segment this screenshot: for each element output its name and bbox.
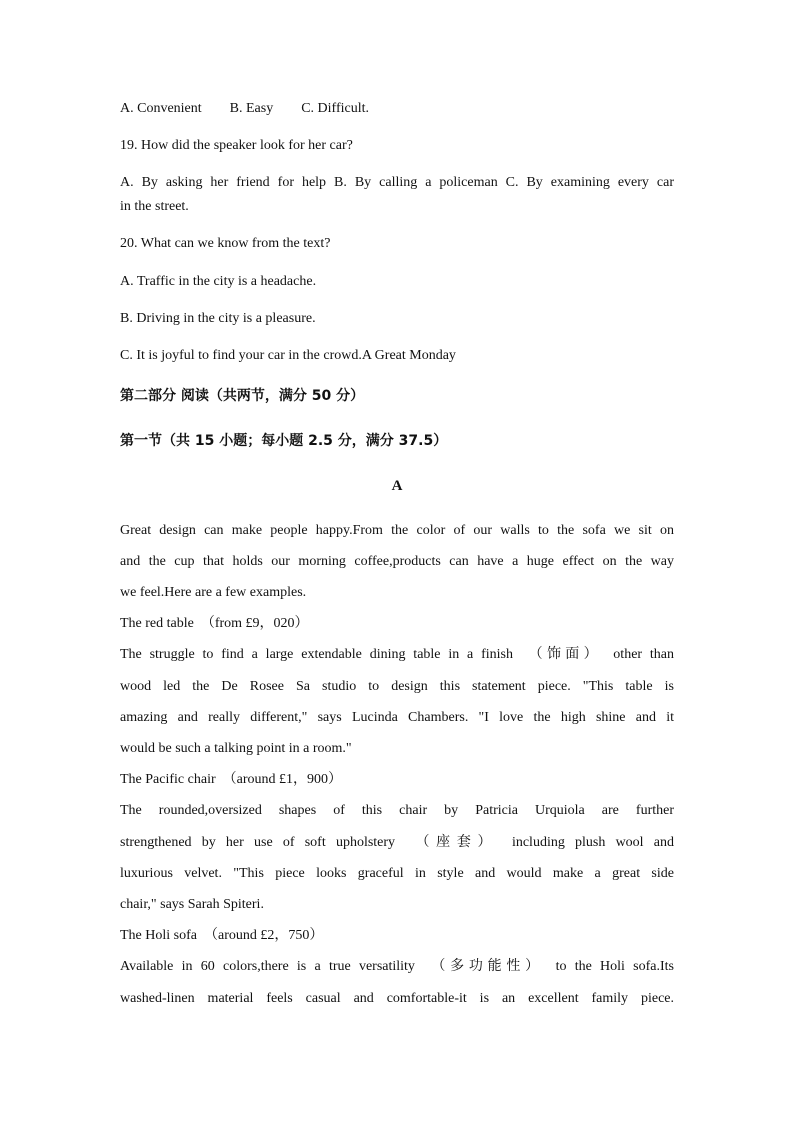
item-heading-pacific-chair: The Pacific chair （around £1，900） [120,772,342,787]
section-heading: 第二部分 阅读（共两节，满分 50 分） [120,388,365,404]
pacific-chair-line3: luxurious velvet. "This piece looks graceful in style and would make a great side [120,866,674,881]
q20-option-c: C. It is joyful to find your car in the crowd.A Great Monday [120,348,456,363]
q20-question: 20. What can we know from the text? [120,236,331,251]
passage-intro-line2: and the cup that holds our morning coffee,products can have a huge effect on the way [120,554,674,569]
pacific-chair-line1: The rounded,oversized shapes of this chair by Patricia Urquiola are further [120,803,674,818]
subsection-heading: 第一节（共 15 小题；每小题 2.5 分，满分 37.5） [120,433,448,449]
item-heading-holi-sofa: The Holi sofa （around £2，750） [120,928,324,943]
q20-option-a: A. Traffic in the city is a headache. [120,274,317,289]
pacific-chair-line4: chair," says Sarah Spiteri. [120,897,264,912]
holi-sofa-line2: washed-linen material feels casual and comfortable-it is an excellent family piece. [120,991,674,1006]
passage-intro-line3: we feel.Here are a few examples. [120,585,307,600]
red-table-line2: wood led the De Rosee Sa studio to design this statement piece. "This table is [120,679,674,694]
q19-options-line1: A. By asking her friend for help B. By calling a policeman C. By examining every car [120,175,674,190]
item-heading-red-table: The red table （from £9，020） [120,616,309,631]
q20-option-b: B. Driving in the city is a pleasure. [120,311,316,326]
q19-options-line2: in the street. [120,199,189,214]
q18-options: A. Convenient B. Easy C. Difficult. [120,101,369,116]
red-table-line3: amazing and really different," says Lucinda Chambers. "I love the high shine and it [120,710,674,725]
passage-intro-line1: Great design can make people happy.From the color of our walls to the sofa we sit on [120,523,674,538]
q19-question: 19. How did the speaker look for her car? [120,138,353,153]
passage-title: A [391,478,403,494]
red-table-line1: The struggle to find a large extendable dining table in a finish （饰面） other than [120,647,674,662]
red-table-line4: would be such a talking point in a room." [120,741,352,756]
pacific-chair-line2: strengthened by her use of soft upholstery （座套） including plush wool and [120,835,674,850]
holi-sofa-line1: Available in 60 colors,there is a true versatility （多功能性） to the Holi sofa.Its [120,959,674,974]
